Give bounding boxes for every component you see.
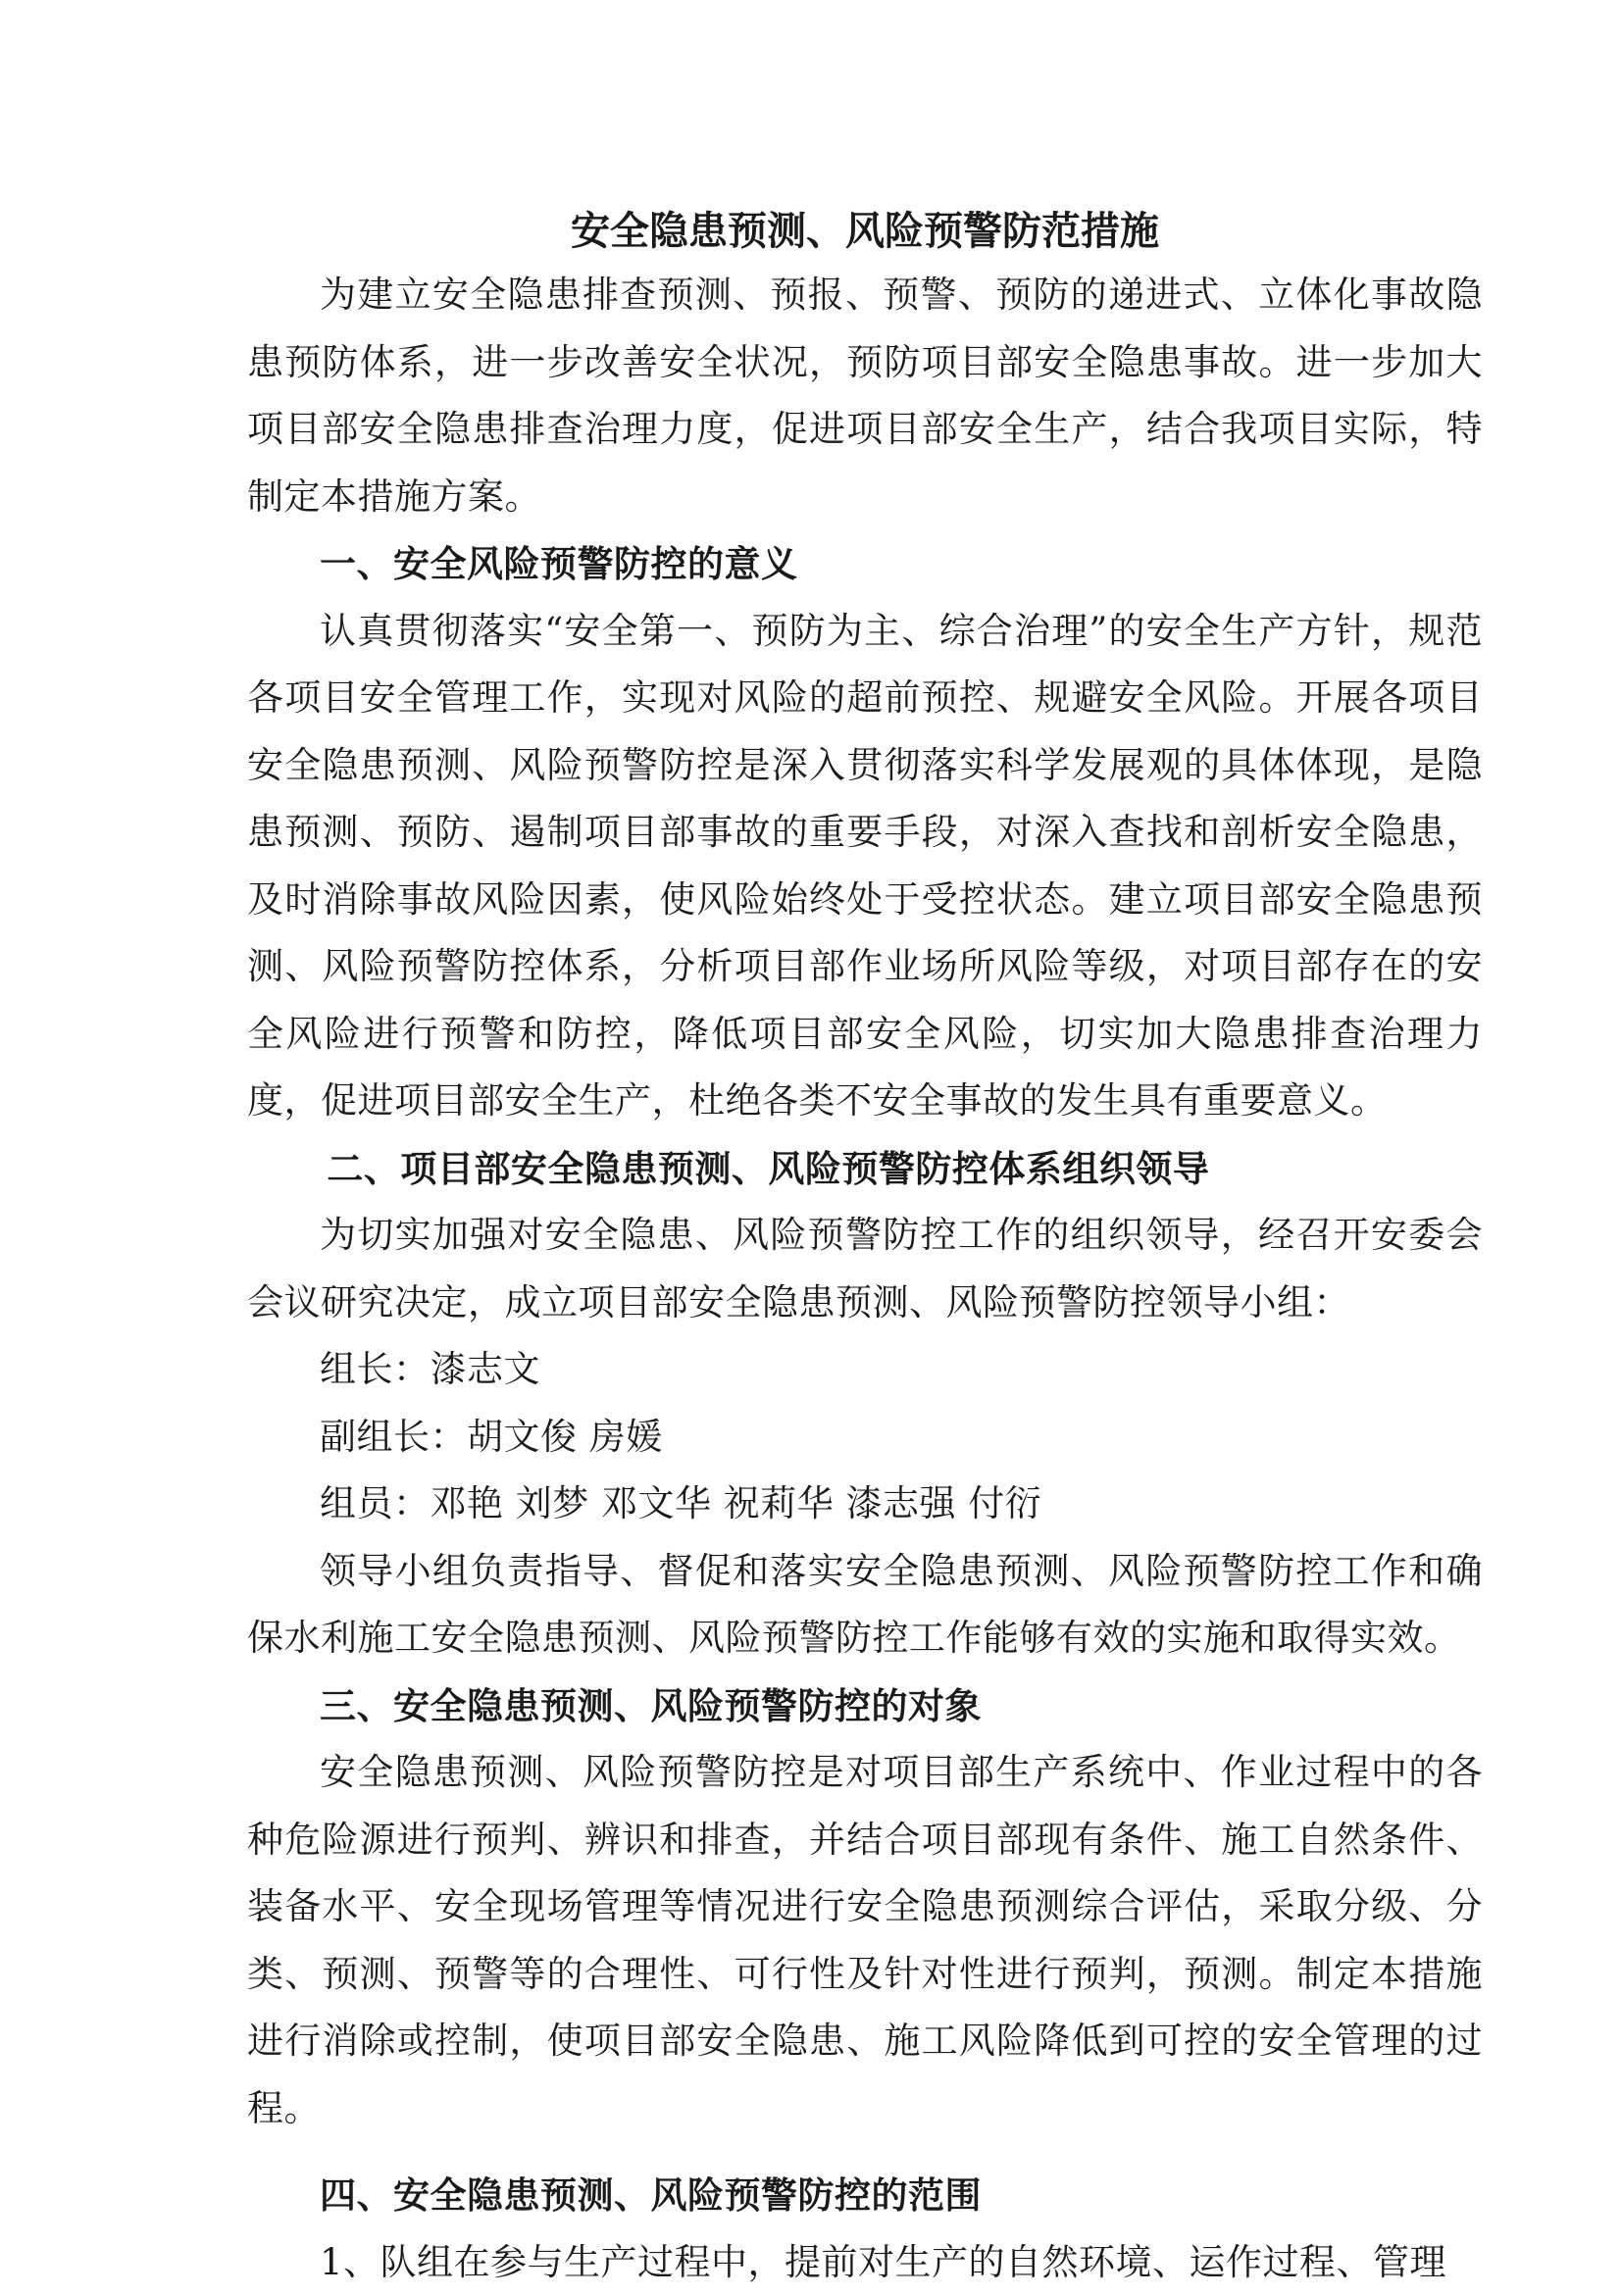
group-members: 组员：邓艳 刘梦 邓文华 祝莉华 漆志强 付衍 (247, 1471, 1483, 1538)
section-3-body: 安全隐患预测、风险预警防控是对项目部生产系统中、作业过程中的各种危险源进行预判、辨识和排查，并结合项目部现有条件、施工自然条件、装备水平、安全现场管理等情况进行安全隐患预测综合评估，采取分级、分类、预测、预警等的合理性、可行性及针对性进行预判，预测。制定本措施进行消除或控制，使项目部安全隐患、施工风险降低到可控的安全管理的过程。 (247, 1739, 1483, 2142)
section-1-body: 认真贯彻落实“安全第一、预防为主、综合治理”的安全生产方针，规范各项目安全管理工作，实现对风险的超前预控、规避安全风险。开展各项目安全隐患预测、风险预警防控是深入贯彻落实科学发展观的具体体现，是隐患预测、预防、遏制项目部事故的重要手段，对深入查找和剖析安全隐患，及时消除事故风险因素，使风险始终处于受控状态。建立项目部安全隐患预测、风险预警防控体系，分析项目部作业场所风险等级，对项目部存在的安全风险进行预警和防控，降低项目部安全风险，切实加大隐患排查治理力度，促进项目部安全生产，杜绝各类不安全事故的发生具有重要意义。 (247, 598, 1483, 1135)
section-4-heading: 四、安全隐患预测、风险预警防控的范围 (247, 2162, 1483, 2229)
group-leader: 组长：漆志文 (247, 1336, 1483, 1404)
group-duty: 领导小组负责指导、督促和落实安全隐患预测、风险预警防控工作和确保水利施工安全隐患预测、风险预警防控工作能够有效的实施和取得实效。 (247, 1538, 1483, 1672)
group-deputy: 副组长：胡文俊 房媛 (247, 1404, 1483, 1472)
section-2-body: 为切实加强对安全隐患、风险预警防控工作的组织领导，经召开安委会会议研究决定，成立项目部安全隐患预测、风险预警防控领导小组： (247, 1202, 1483, 1336)
section-1-heading: 一、安全风险预警防控的意义 (247, 530, 1483, 598)
intro-paragraph: 为建立安全隐患排查预测、预报、预警、预防的递进式、立体化事故隐患预防体系，进一步改善安全状况，预防项目部安全隐患事故。进一步加大项目部安全隐患排查治理力度，促进项目部安全生产，结合我项目实际，特制定本措施方案。 (247, 262, 1483, 530)
section-2-heading: 二、项目部安全隐患预测、风险预警防控体系组织领导 (247, 1135, 1483, 1203)
document-page (247, 201, 1483, 2296)
document-title: 安全隐患预测、风险预警防范措施 (247, 201, 1483, 262)
section-3-heading: 三、安全隐患预测、风险预警防控的对象 (247, 1672, 1483, 1740)
section-4-item-1: 1、队组在参与生产过程中，提前对生产的自然环境、运作过程、管理 (247, 2229, 1483, 2296)
